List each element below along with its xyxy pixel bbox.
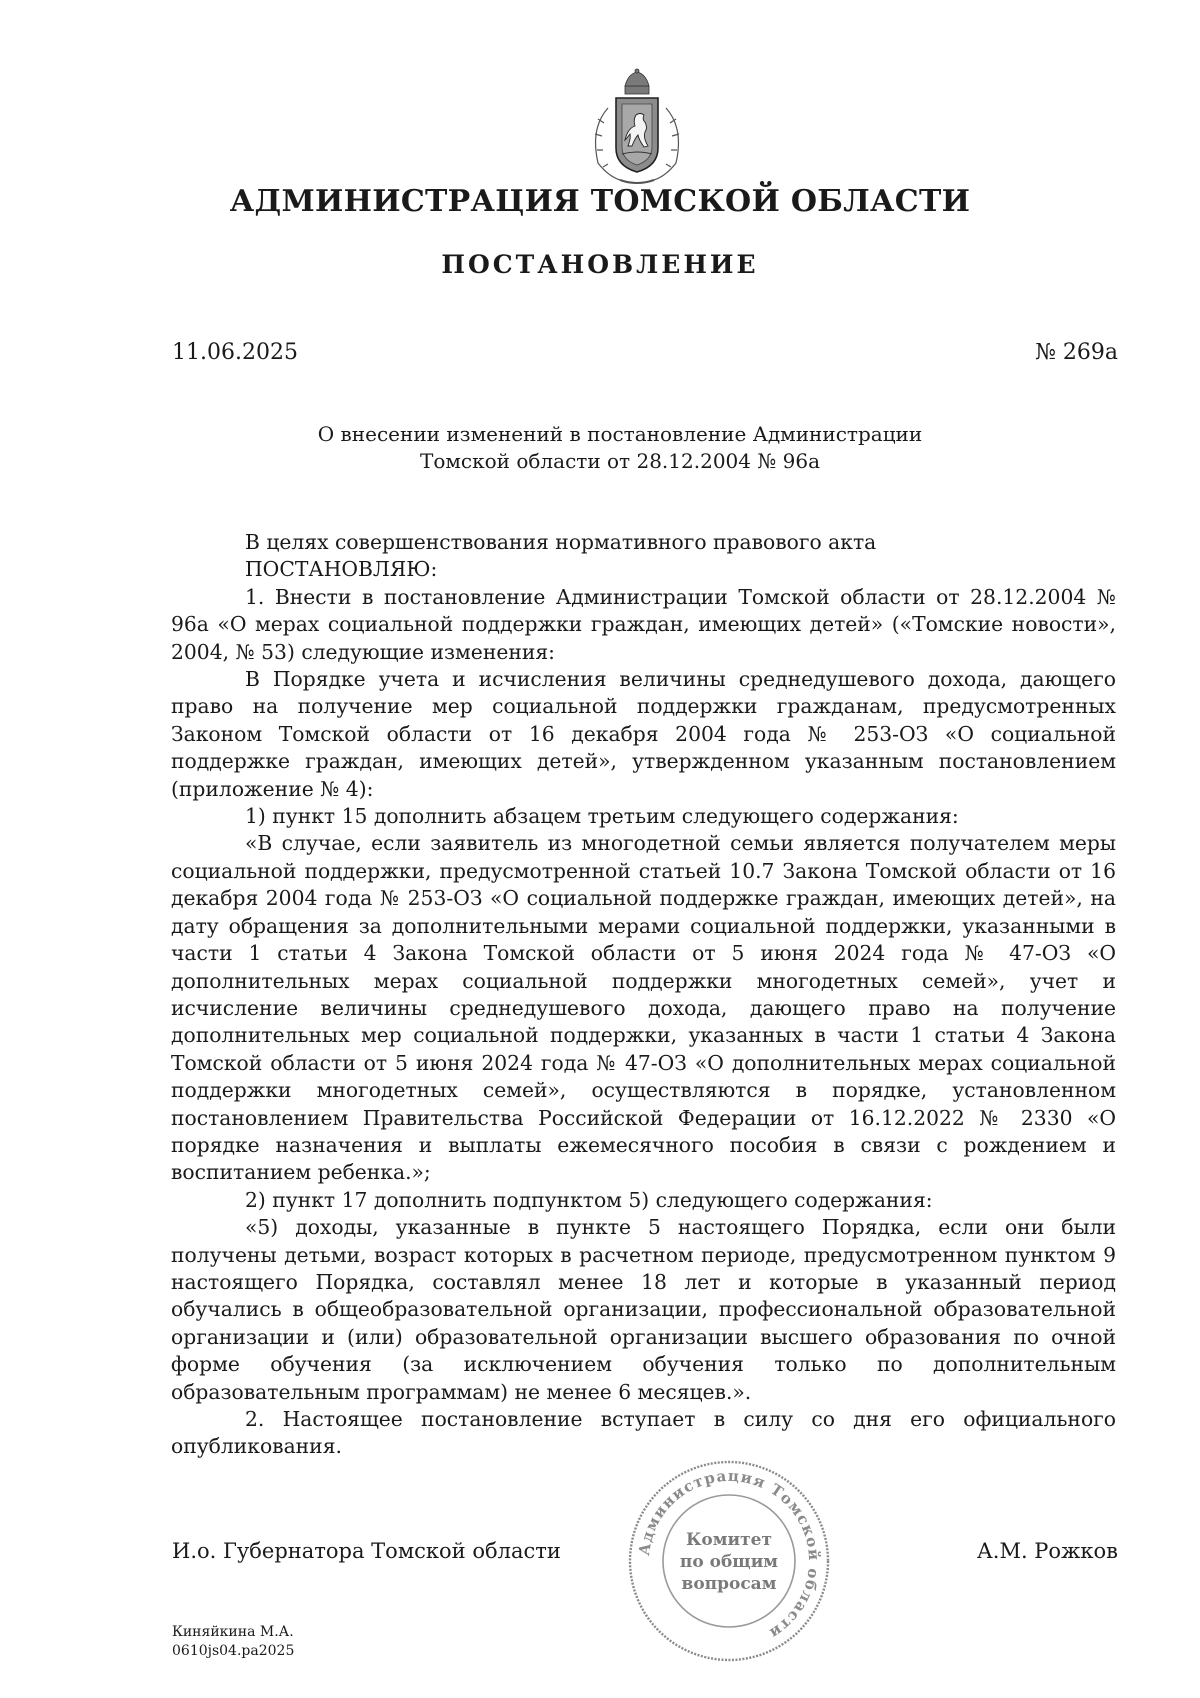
coat-of-arms-shield [616, 98, 658, 172]
stamp-center-line-2: по общим [679, 1552, 779, 1572]
body-paragraph-point-17: 2) пункт 17 дополнить подпунктом 5) следующего содержания: [245, 1187, 933, 1212]
body-paragraph-preamble: В целях совершенствования нормативного правового акта [245, 530, 877, 554]
subject-line-1: О внесении изменений в постановление Администрации [317, 422, 923, 446]
body-paragraph-point-15-text: «В случае, если заявитель из многодетной семьи является получателем меры социальной поддержки, предусмотренной статьей 10.7 Закона Томской области от 16 декабря 2004 года № 253-ОЗ «О социальной поддержке граждан, имеющих детей», на дату обращения за дополнительными мерами социальной поддержки, указанными в части 1 статьи 4 Закона Томской области от 5 июня 2024 года № 47-ОЗ «О дополнительных мерах социальной поддержки многодетных семей», учет и исчисление величины среднедушевого дохода, дающего право на получение дополнительных мер социальной поддержки, указанных в части 1 статьи 4 Закона Томской области от 5 июня 2024 года № 47-ОЗ «О дополнительных мерах социальной поддержки многодетных семей», осуществляются в порядке, установленном постановлением Правительства Российской Федерации от 16.12.2022 № 2330 «О порядке назначения и выплаты ежемесячного пособия в связи с рождением и воспитанием ребенка.»; [171, 831, 1116, 1185]
subject-line-2: Томской области от 28.12.2004 № 96а [419, 449, 821, 473]
body-paragraph-point-17-text: «5) доходы, указанные в пункте 5 настоящего Порядка, если они были получены детьми, возраст которых в расчетном периоде, предусмотренном пунктом 9 настоящего Порядка, составлял менее 18 лет и которые в указанный период обучались в общеобразовательной организации, профессиональной образовательной организации и (или) образовательной организации высшего образования по очной форме обучения (за исключением обучения только по дополнительным образовательным программам) не менее 6 месяцев.». [171, 1215, 1116, 1404]
document-number: № 269а [1035, 340, 1118, 365]
stamp-center-line-3: вопросам [681, 1574, 777, 1594]
organization-name: АДМИНИСТРАЦИЯ ТОМСКОЙ ОБЛАСТИ [229, 184, 971, 219]
body-paragraph-procedure: В Порядке учета и исчисления величины среднедушевого дохода, дающего право на получение мер социальной поддержки гражданам, предусмотренных Законом Томской области от 16 декабря 2004 года № 253-ОЗ «О социальной поддержке граждан, имеющих детей», утвержденном указанным постановлением (приложение № 4): [171, 667, 1116, 801]
official-stamp [625, 1457, 833, 1665]
coat-of-arms-emblem [578, 68, 696, 188]
coat-of-arms-crown [625, 69, 649, 94]
signatory-name: А.М. Рожков [976, 1539, 1118, 1563]
stamp-center-line-1: Комитет [685, 1530, 773, 1550]
document-date: 11.06.2025 [172, 340, 298, 365]
body-paragraph-item-2: 2. Настоящее постановление вступает в силу со дня его официального опубликования. [171, 1407, 1116, 1459]
stamp-ring-text-path: Администрация Томской области [635, 1466, 824, 1643]
body-paragraph-point-15: 1) пункт 15 дополнить абзацем третьим следующего содержания: [245, 804, 959, 829]
document-body [171, 529, 1116, 1461]
executor-name: Киняйкина М.А. [172, 1624, 294, 1640]
document-subject [250, 421, 990, 475]
signatory-position: И.о. Губернатора Томской области [172, 1539, 561, 1563]
body-paragraph-resolve: ПОСТАНОВЛЯЮ: [245, 557, 438, 582]
body-paragraph-item-1: 1. Внести в постановление Администрации Томской области от 28.12.2004 № 96а «О мерах социальной поддержки граждан, имеющих детей» («Томские новости», 2004, № 53) следующие изменения: [171, 584, 1116, 664]
file-code: 0610js04.pa2025 [172, 1643, 295, 1659]
document-type-title: ПОСТАНОВЛЕНИЕ [441, 250, 759, 279]
footer-block [172, 1623, 294, 1661]
